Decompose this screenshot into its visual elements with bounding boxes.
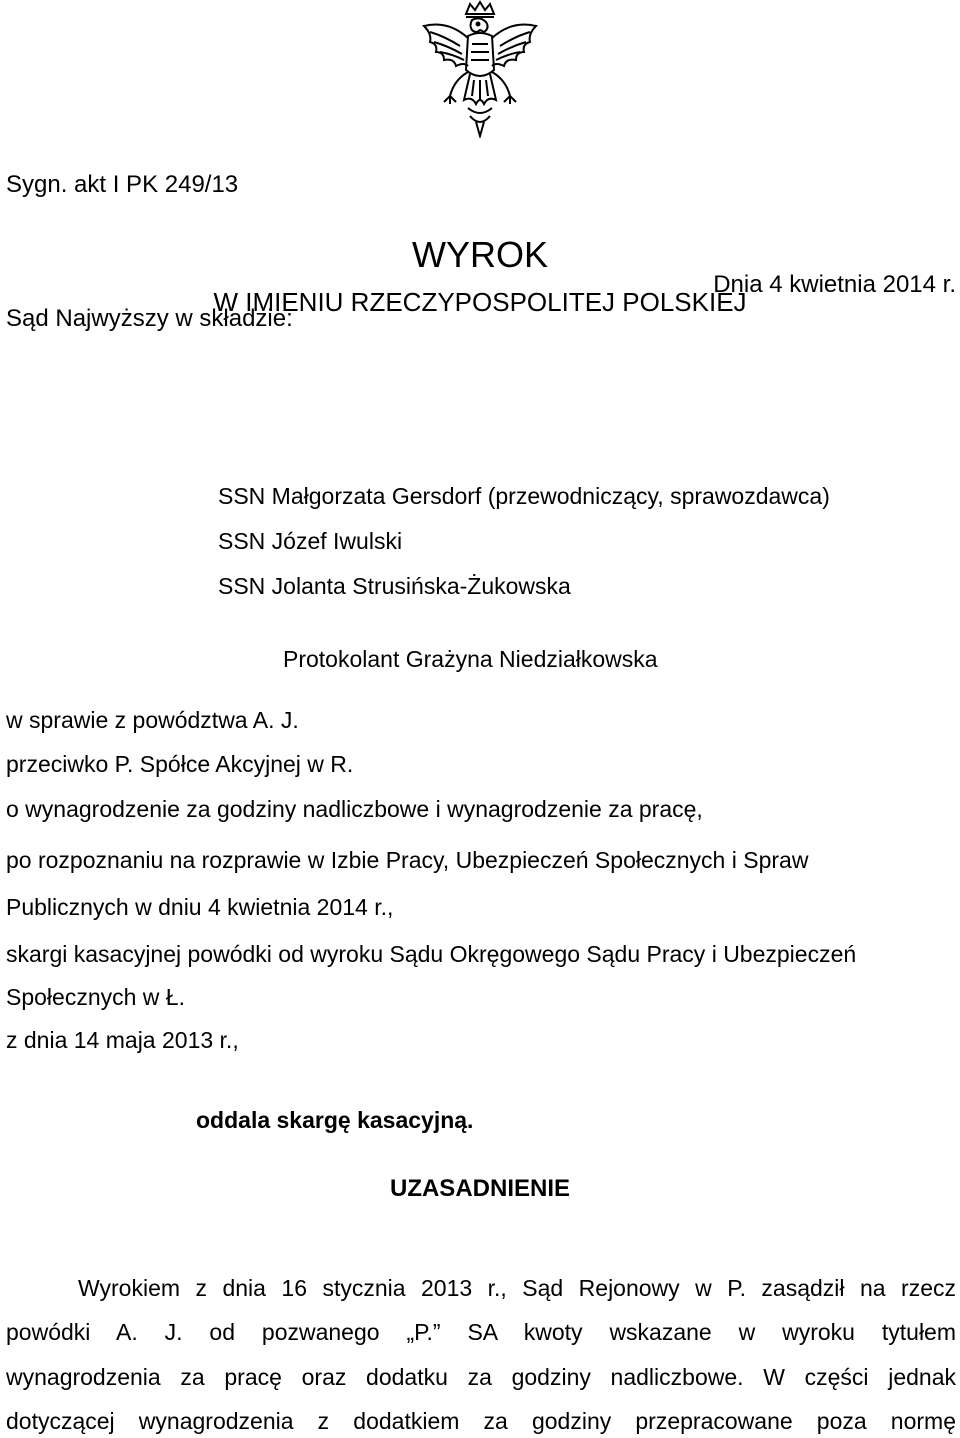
justification-line: powódki A. J. od pozwanego „P.” SA kwoty wskazane w wyroku tytułem <box>6 1319 956 1345</box>
court-clerk: Protokolant Grażyna Niedziałkowska <box>283 646 658 672</box>
verdict-ruling: oddala skargę kasacyjną. <box>196 1107 474 1133</box>
judge-member: SSN Józef Iwulski <box>218 528 403 554</box>
justification-heading: UZASADNIENIE <box>389 1175 570 1202</box>
case-line: z dnia 14 maja 2013 r., <box>6 1027 239 1053</box>
justification-line: wynagrodzenia za pracę oraz dodatku za godziny nadliczbowe. W części jednak <box>6 1364 956 1390</box>
case-line: o wynagrodzenie za godziny nadliczbowe i wynagrodzenie za pracę, <box>6 796 703 822</box>
judge-member: SSN Jolanta Strusińska-Żukowska <box>218 573 571 599</box>
judge-presiding: SSN Małgorzata Gersdorf (przewodniczący, sprawozdawca) <box>218 483 830 509</box>
court-composition-label: Sąd Najwyższy w składzie: <box>6 305 293 332</box>
case-line: przeciwko P. Spółce Akcyjnej w R. <box>6 751 354 777</box>
case-line: Publicznych w dniu 4 kwietnia 2014 r., <box>6 894 394 920</box>
case-line: po rozpoznaniu na rozprawie w Izbie Pracy, Ubezpieczeń Społecznych i Spraw <box>6 847 809 873</box>
case-line: Społecznych w Ł. <box>6 984 185 1010</box>
document-subtitle: W IMIENIU RZECZYPOSPOLITEJ POLSKIEJ <box>213 287 747 317</box>
case-line: skargi kasacyjnej powódki od wyroku Sądu Okręgowego Sądu Pracy i Ubezpieczeń <box>6 941 857 967</box>
case-line: w sprawie z powództwa A. J. <box>6 707 299 733</box>
case-signature: Sygn. akt I PK 249/13 <box>6 171 239 198</box>
justification-line: Wyrokiem z dnia 16 stycznia 2013 r., Sąd Rejonowy w P. zasądził na rzecz <box>78 1275 956 1301</box>
document-title: WYROK <box>411 234 548 275</box>
polish-eagle-emblem <box>414 0 546 138</box>
justification-line: dotyczącej wynagrodzenia z dodatkiem za godziny przepracowane poza normę <box>6 1408 956 1434</box>
judgment-date: Dnia 4 kwietnia 2014 r. <box>713 271 956 298</box>
